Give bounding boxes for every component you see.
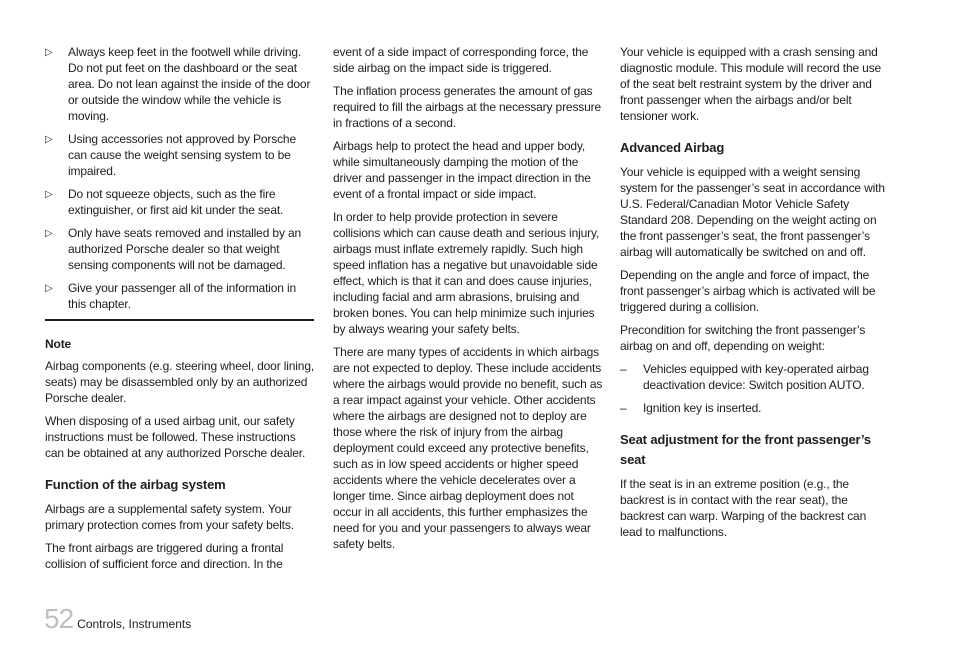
paragraph: Your vehicle is equipped with a crash sensing and diagnostic module. This module will record the use of the seat belt restraint system by the driver and front passenger when the airbags and/or belt tensioner work.	[620, 45, 882, 123]
section-divider	[45, 319, 314, 321]
paragraph: The inflation process generates the amount of gas required to fill the airbags at the necessary pressure in fractions of a second.	[333, 84, 602, 130]
section-name: Controls, Instruments	[77, 617, 192, 631]
triangle-bullet-icon: ▷	[45, 228, 53, 239]
paragraph: Your vehicle is equipped with a weight sensing system for the passenger’s seat in accordance with U.S. Federal/Canadian Motor Vehicle Safety Standard 208. Depending on the weight acting on the front passenger’s seat, the front passenger’s airbag will automatically be switched on and off.	[620, 165, 885, 259]
triangle-bullet-icon: ▷	[45, 134, 53, 145]
list-item	[45, 280, 315, 312]
page-footer	[44, 605, 191, 633]
list-item-text: Vehicles equipped with key-operated airbag deactivation device: Switch position AUTO.	[643, 362, 869, 392]
section-heading: Seat adjustment for the front passenger’s seat	[620, 432, 872, 467]
list-item	[45, 186, 315, 218]
column-right	[620, 44, 886, 547]
dash-bullet-icon: –	[620, 362, 627, 376]
note-paragraph: Airbag components (e.g. steering wheel, door lining, seats) may be disassembled only by an authorized Porsche dealer.	[45, 359, 315, 405]
list-item	[45, 44, 315, 124]
section-heading: Function of the airbag system	[45, 477, 226, 492]
list-item	[620, 400, 886, 416]
list-item-text: Ignition key is inserted.	[643, 401, 762, 415]
dash-bullet-icon: –	[620, 401, 627, 415]
list-item	[620, 361, 886, 393]
paragraph: Airbags help to protect the head and upper body, while simultaneously damping the motion of the driver and passenger in the impact direction in the event of a frontal impact or side impact.	[333, 139, 591, 201]
triangle-bullet-icon: ▷	[45, 47, 53, 58]
triangle-bullet-icon: ▷	[45, 189, 53, 200]
list-item	[45, 225, 315, 273]
paragraph: In order to help provide protection in severe collisions which can cause death and serious injury, airbags must inflate extremely rapidly. Such high speed inflation has a negative but unavoidable side effect, which is that it can and does cause injuries, including facial and arm abrasions, bruising and broken bones. You can help minimize such injuries by always wearing your safety belts.	[333, 210, 600, 336]
list-item-text: Do not squeeze objects, such as the fire extinguisher, or first aid kit under the seat.	[68, 187, 284, 217]
column-left	[45, 44, 315, 579]
list-item-text: Give your passenger all of the information in this chapter.	[68, 281, 297, 311]
triangle-bullet-icon: ▷	[45, 283, 53, 294]
list-item-text: Only have seats removed and installed by an authorized Porsche dealer so that weight sensing components will not be damaged.	[68, 226, 302, 272]
paragraph: Depending on the angle and force of impact, the front passenger’s airbag which is activated will be triggered during a collision.	[620, 268, 876, 314]
list-item-text: Using accessories not approved by Porsche can cause the weight sensing system to be impaired.	[68, 132, 296, 178]
paragraph: Airbags are a supplemental safety system. Your primary protection comes from your safety belts.	[45, 502, 294, 532]
section-heading: Advanced Airbag	[620, 140, 725, 155]
paragraph: Precondition for switching the front passenger’s airbag on and off, depending on weight:	[620, 323, 866, 353]
note-heading: Note	[45, 337, 72, 351]
list-item-text: Always keep feet in the footwell while driving. Do not put feet on the dashboard or the seat area. Do not lean against the inside of the door or outside the window while the vehicle is moving.	[68, 45, 311, 123]
paragraph: If the seat is in an extreme position (e.g., the backrest is in contact with the rear seat), the backrest can warp. Warping of the backrest can lead to malfunctions.	[620, 477, 867, 539]
page-number: 52	[44, 603, 74, 634]
note-paragraph: When disposing of a used airbag unit, our safety instructions must be followed. These instructions can be obtained at any authorized Porsche dealer.	[45, 414, 306, 460]
list-item	[45, 131, 315, 179]
paragraph: The front airbags are triggered during a frontal collision of sufficient force and direction. In the	[45, 541, 284, 571]
paragraph: There are many types of accidents in which airbags are not expected to deploy. These include accidents where the airbags would provide no benefit, such as a rear impact against your vehicle. Other accidents where the airbags are designed not to deploy are those where the risk of injury from the airbag deployment could exceed any protective benefits, such as in low speed accidents or higher speed accidents where the vehicle decelerates over a longer time. Since airbag deployment does not occur in all accidents, this further emphasizes the need for you and your passengers to always wear safety belts.	[333, 345, 603, 551]
column-middle	[333, 44, 603, 559]
paragraph: event of a side impact of corresponding force, the side airbag on the impact side is triggered.	[333, 45, 589, 75]
